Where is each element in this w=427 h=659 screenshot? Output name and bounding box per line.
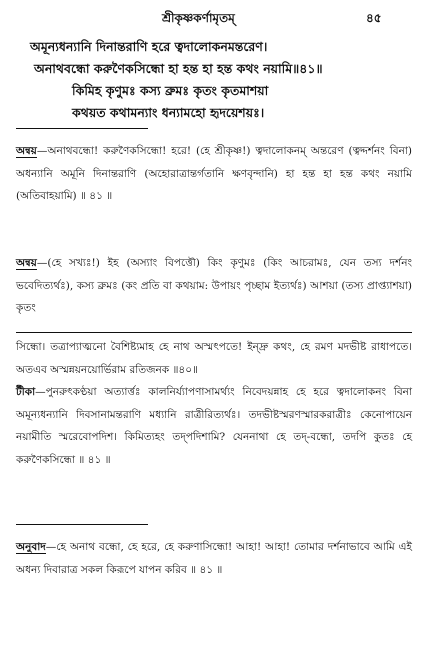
tika-heading: টীকা	[16, 386, 36, 398]
verse-line: অনাথবন্ধো করুণৈকসিন্ধো হা হন্ত হা হন্ত কথং নয়ামি॥৪১॥	[34, 61, 323, 76]
section-divider	[16, 524, 148, 525]
anvaya-heading: অন্বয়	[16, 257, 37, 269]
page-number: ৪৫	[366, 11, 382, 25]
anvaya-heading: অন্বয়	[16, 145, 37, 157]
verse-line: কিমিহ কৃণুমঃ কস্য ব্রুমঃ কৃতং কৃতমাশয়া	[72, 83, 269, 98]
commentary-block	[16, 336, 412, 471]
page-header	[0, 10, 427, 28]
anuvad-paragraph	[16, 536, 412, 581]
anuvad-heading: অনুবাদ	[16, 541, 46, 553]
verse-block	[0, 36, 427, 124]
verse-line: কথয়ত কথামন্যাং ধন্যামহো হৃদয়েশয়ঃ।	[72, 105, 265, 120]
anvaya-paragraph	[16, 140, 412, 208]
verse-line: অমূন্যধন্যানি দিনান্তরাণি হরে ত্বদালোকনমন্তরেণ।	[30, 39, 268, 54]
anvaya-paragraph	[16, 252, 412, 320]
anvaya-text: —(হে সখ্যঃ!) ইহ (অস্যাং বিপত্তৌ) কিং কৃণুমঃ (কিং আচরামঃ, যেন তস্য দর্শনং ভবেদিত্যর্থঃ), কস্য ব্রুমঃ (কং প্রতি বা কথয়াম: উপায়ং পৃচ্ছাম ইত্যর্থঃ) আশয়া (তস্য প্রাপ্ত্যাশয়া) কৃতং	[16, 257, 412, 314]
tika-text: —পুনরুৎকণ্ঠয়া অত্যার্ত্তঃ কালনির্য্যাপণাসামর্থ্যং নিবেদয়ন্নাহ হে হরে ত্বদালোকনং বিনা অমূন্যধন্যানি দিবসানামন্তরাণি মধ্যানি রাত্রীরিত্যর্থঃ। তদভীষ্টস্মরণস্মারকরাত্রীঃ কেনোপায়েন নয়ামীতি স্মরেবোপদিশ। কিমিত্যহং তদ্পদিশামি? যেননাথা হে তদ্-বন্ধো, তদপি কুতঃ হে করুণৈকসিন্ধো ॥ ৪১ ॥	[16, 386, 412, 466]
running-title: শ্রীকৃষ্ণকর্ণামৃতম্	[162, 11, 235, 25]
commentary-divider	[16, 332, 412, 333]
anuvad-text: —হে অনাথ বন্ধো, হে হরে, হে করুণাসিন্ধো! আহা! আহা! তোমার দর্শনাভাবে আমি এই অধন্য দিবারাত্র সকল কিরূপে যাপন করিব ॥ ৪১ ॥	[16, 541, 412, 576]
commentary-intro: সিন্ধো। তত্রাপ্যাত্মনো বৈশিষ্ট্যমাহ হে নাথ অস্মৎপতে! ইন্দ্রু কথং, হে রমণ মদভীষ্ট রাধাপতে। অতএব অস্মন্নয়নয়োর্ভিরাম রতিজনক ॥৪০॥	[16, 341, 412, 376]
anvaya-text: —অনাথবন্ধো! করুণৈকসিন্ধো! হরে! (হে শ্রীকৃষ্ণ!) ত্বদালোকনম্ অন্তরেণ (ত্বদ্দর্শনং বিনা) অধন্যানি অমূনি দিনান্তরাণি (অহোরাত্রান্তর্গতানি ক্ষণবৃন্দানি) হা হন্ত হা হন্ত কথং নয়ামি (অতিবাহয়ামি) ॥ ৪১ ॥	[16, 145, 412, 202]
section-divider	[16, 128, 148, 129]
